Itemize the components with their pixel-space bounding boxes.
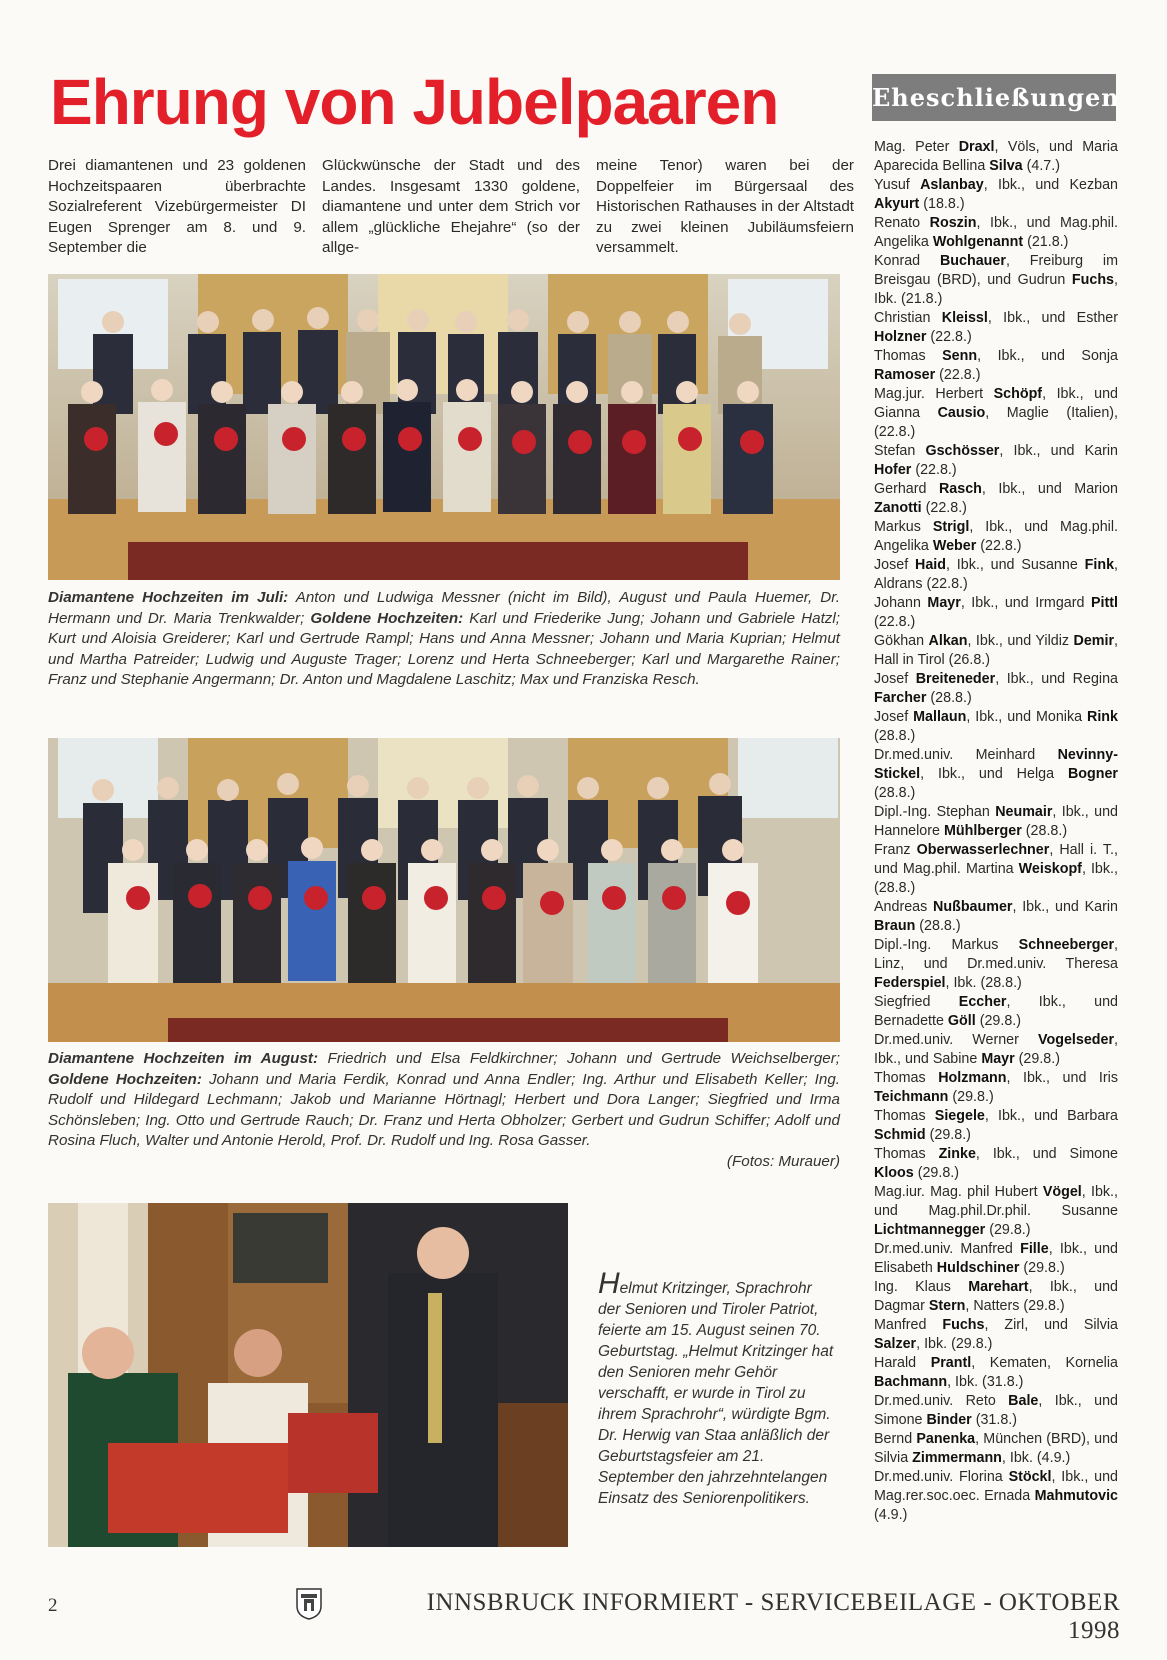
entry-text: , Ibk., und Sabine — [874, 1032, 1118, 1067]
entry-text: , Ibk., und Esther — [987, 310, 1118, 326]
entry-text: (4.7.) — [1022, 158, 1060, 174]
surname: Mahmutovic — [1034, 1488, 1118, 1504]
surname: Causio — [937, 405, 986, 421]
surname: Mühlberger — [943, 823, 1022, 839]
entry-text: Thomas — [874, 1108, 935, 1124]
marriage-entry — [874, 594, 1118, 632]
intro-column-1: Drei diamantenen und 23 goldenen Hochzeitspaaren überbrachte Sozialreferent Vizebürgermeister DI Eugen Sprenger am 8. und 9. September die — [48, 157, 306, 256]
marriage-entry — [874, 632, 1118, 670]
surname: Buchauer — [939, 253, 1006, 269]
surname: Pittl — [1090, 595, 1118, 611]
entry-text: (28.8.) — [926, 690, 972, 706]
surname: Schneeberger — [1018, 937, 1115, 953]
entry-text: Franz — [874, 842, 917, 858]
surname: Nevinny-Stickel — [874, 747, 1118, 782]
entry-text: (22.8.) — [874, 614, 916, 630]
entry-text: , Ibk., und Susanne — [946, 557, 1085, 573]
marriage-entry — [874, 556, 1118, 594]
marriage-entry — [874, 1145, 1118, 1183]
entry-text: , Ibk., und Mag.rer.soc.oec. Ernada — [874, 1469, 1118, 1504]
marriage-entry — [874, 1278, 1118, 1316]
surname: Gschösser — [925, 443, 1000, 459]
surname: Huldschiner — [936, 1260, 1020, 1276]
surname: Holzner — [874, 329, 927, 345]
marriage-entry — [874, 670, 1118, 708]
entry-text: , Ibk. (4.9.) — [1001, 1450, 1071, 1466]
marriage-entry — [874, 138, 1118, 176]
entry-text: Bernd — [874, 1431, 917, 1447]
caption-july-golden-text: Karl und Friederike Jung; Johann und Gabriele Hatzl; Kurt und Aloisia Greiderer; Karl und Gertrude Rampl; Hans und Anna Messner; Johann und Maria Kuprian; Helmut und Martha Patreider; Ludwig und Auguste Trager; Lorenz und Herta Schneeberger; Karl und Margarethe Rainer; Franz und Stephanie Angermann; Dr. Anton und Magdalene Laschitz; Max und Franziska Resch. — [48, 609, 840, 688]
entry-text: Gökhan — [874, 633, 929, 649]
surname: Bachmann — [874, 1374, 948, 1390]
caption-august-lead-diamond: Diamantene Hochzeiten im August: — [48, 1050, 319, 1067]
surname: Stern — [928, 1298, 966, 1314]
surname: Haid — [915, 557, 946, 573]
marriage-entry — [874, 993, 1118, 1031]
surname: Kloos — [874, 1165, 914, 1181]
entry-text: , Ibk., und Bernadette — [874, 994, 1118, 1029]
entry-text: Josef — [874, 709, 914, 725]
entry-text: , Völs, und Maria Aparecida Bellina — [874, 139, 1118, 174]
caption-july-diamond-text: Anton und Ludwiga Messner (nicht im Bild), August und Paula Huemer, Dr. Hermann und Dr. Maria Trenkwalder; — [48, 589, 840, 627]
caption-july-lead-diamond: Diamantene Hochzeiten im Juli: — [48, 589, 289, 606]
entry-text: , Ibk. (29.8.) — [916, 1336, 993, 1352]
marriage-entry — [874, 1031, 1118, 1069]
surname: Akyurt — [874, 196, 920, 212]
entry-text: Stefan — [874, 443, 926, 459]
entry-text: Harald — [874, 1355, 931, 1371]
surname: Lichtmannegger — [874, 1222, 986, 1238]
photo-kritzinger — [48, 1203, 568, 1547]
surname: Draxl — [958, 139, 995, 155]
entry-text: , Hall in Tirol (26.8.) — [874, 633, 1119, 668]
surname: Mayr — [927, 595, 961, 611]
surname: Holzmann — [938, 1070, 1007, 1086]
marriage-entry — [874, 898, 1118, 936]
entry-text: Gerhard — [874, 481, 939, 497]
surname: Siegele — [934, 1108, 985, 1124]
entry-text: Dipl.-Ing. Stephan — [874, 804, 996, 820]
entry-text: Dipl.-Ing. Markus — [874, 937, 1019, 953]
marriage-entry — [874, 841, 1118, 898]
caption-august-lead-golden: Goldene Hochzeiten: — [48, 1070, 202, 1088]
entry-text: Josef — [874, 671, 916, 687]
surname: Fille — [1020, 1241, 1049, 1257]
marriage-entry — [874, 1354, 1118, 1392]
entry-text: Dr.med.univ. Manfred — [874, 1241, 1021, 1257]
entry-text: , Kematen, Kornelia — [971, 1355, 1118, 1371]
intro-column-2: Glückwünsche der Stadt und des Landes. Insgesamt 1330 goldene, diamantene und unter dem Strich vor allem „glückliche Ehejahre“ (so der allge- — [322, 157, 580, 256]
entry-text: , Ibk., und Irmgard — [960, 595, 1091, 611]
entry-text: (28.8.) — [874, 785, 916, 801]
innsbruck-crest-icon — [296, 1588, 322, 1625]
surname: Vogelseder — [1038, 1032, 1115, 1048]
entry-text: (22.8.) — [935, 367, 981, 383]
entry-text: Dr.med.univ. Meinhard — [874, 747, 1058, 763]
entry-text: (29.8.) — [975, 1013, 1022, 1029]
entry-text: , Maglie (Italien), (22.8.) — [874, 405, 1118, 440]
surname: Göll — [947, 1013, 976, 1029]
caption-august — [48, 1049, 840, 1152]
surname: Nußbaumer — [933, 899, 1013, 915]
surname: Prantl — [930, 1355, 972, 1371]
entry-text: (22.8.) — [921, 500, 967, 516]
entry-text: (29.8.) — [1014, 1051, 1060, 1067]
caption-july — [48, 588, 840, 691]
marriage-entry — [874, 518, 1118, 556]
entry-text: , Ibk., und Sonja — [977, 348, 1118, 364]
kritzinger-initial: H — [598, 1267, 620, 1300]
entry-text: Ing. Klaus — [874, 1279, 969, 1295]
entry-text: , Ibk., und Helga — [920, 766, 1068, 782]
kritzinger-text: elmut Kritzinger, Sprachrohr der Senioren und Tiroler Patriot, feierte am 15. August seinen 70. Geburtstag. „Helmut Kritzinger hat den Senioren mehr Gehör verschafft, er wurde in Tirol zu ihrem Sprachrohr“, würdigte Bgm. Dr. Herwig van Staa anläßlich der Geburtstagsfeier am 21. September den jahrzehntelangen Einsatz des Seniorenpolitikers. — [598, 1280, 834, 1507]
entry-text: Manfred — [874, 1317, 943, 1333]
surname: Aslanbay — [920, 177, 984, 193]
caption-august-golden-text: Johann und Maria Ferdik, Konrad und Anna Endler; Ing. Arthur und Elisabeth Keller; Ing. Rudolf und Hildegard Lechmann; Jakob und Marianne Hörtnagl; Herbert und Dora Langer; Siegfried und Irma Schönsleben; Ing. Otto und Gertrude Rauch; Dr. Franz und Herta Obholzer; Gerbert und Gudrun Schiffer; Adolf und Rosina Fluch, Walter und Antonie Herold, Prof. Dr. Rudolf und Ing. Rosa Gasser. — [48, 1070, 840, 1149]
surname: Strigl — [932, 519, 970, 535]
surname: Alkan — [928, 633, 968, 649]
entry-text: Thomas — [874, 348, 943, 364]
surname: Federspiel — [874, 975, 946, 991]
entry-text: (18.8.) — [919, 196, 965, 212]
marriage-entry — [874, 1183, 1118, 1240]
surname: Wohlgenannt — [932, 234, 1024, 250]
entry-text: (28.8.) — [874, 728, 916, 744]
entry-text: Josef — [874, 557, 916, 573]
entry-text: (29.8.) — [1019, 1260, 1065, 1276]
kritzinger-article — [598, 1267, 834, 1509]
surname: Neumair — [995, 804, 1053, 820]
entry-text: (28.8.) — [1021, 823, 1068, 839]
surname: Bale — [1008, 1393, 1039, 1409]
marriage-entry — [874, 442, 1118, 480]
entry-text: (22.8.) — [911, 462, 957, 478]
entry-text: (21.8.) — [1023, 234, 1069, 250]
surname: Zimmermann — [912, 1450, 1002, 1466]
entry-text: , Ibk., und Regina — [995, 671, 1118, 687]
surname: Demir — [1073, 633, 1115, 649]
entry-text: , Ibk., und Elisabeth — [874, 1241, 1118, 1276]
surname: Braun — [874, 918, 916, 934]
entry-text: Renato — [874, 215, 930, 231]
entry-text: (28.8.) — [915, 918, 961, 934]
entry-text: , Hall i. T., und Mag.phil. Martina — [874, 842, 1118, 877]
entry-text: (22.8.) — [926, 329, 972, 345]
surname: Schöpf — [993, 386, 1043, 402]
surname: Hofer — [874, 462, 912, 478]
entry-text: , Ibk., und Mag.phil. Angelika — [874, 519, 1119, 554]
marriage-entry — [874, 1240, 1118, 1278]
surname: Rink — [1087, 709, 1118, 725]
entry-text: , Ibk., und Mag.phil. Angelika — [874, 215, 1118, 250]
headline: Ehrung von Jubelpaaren — [50, 66, 779, 138]
entry-text: (29.8.) — [948, 1089, 994, 1105]
intro-column-3: meine Tenor) waren bei der Doppelfeier im Bürgersaal des Historischen Rathauses in der Altstadt zu zwei kleinen Jubiläumsfeiern versammelt. — [596, 157, 854, 256]
entry-text: , Ibk. (31.8.) — [947, 1374, 1024, 1390]
entry-text: Thomas — [874, 1146, 939, 1162]
marriage-entry — [874, 214, 1118, 252]
surname: Fuchs — [1071, 272, 1115, 288]
entry-text: (29.8.) — [913, 1165, 960, 1181]
surname: Zinke — [938, 1146, 976, 1162]
surname: Salzer — [874, 1336, 917, 1352]
marriage-entry — [874, 936, 1118, 993]
surname: Mayr — [981, 1051, 1015, 1067]
entry-text: Johann — [874, 595, 928, 611]
entry-text: , Ibk. (21.8.) — [874, 272, 1118, 307]
entry-text: , Ibk. (28.8.) — [945, 975, 1022, 991]
entry-text: , Ibk., und Simone — [874, 1393, 1118, 1428]
entry-text: , Ibk., und Hannelore — [874, 804, 1118, 839]
surname: Fuchs — [942, 1317, 985, 1333]
entry-text: , Ibk., und Karin — [1012, 899, 1118, 915]
entry-text: Mag.iur. Mag. phil Hubert — [874, 1184, 1043, 1200]
entry-text: , Natters (29.8.) — [965, 1298, 1065, 1314]
marriage-entry — [874, 803, 1118, 841]
surname: Bogner — [1067, 766, 1118, 782]
caption-july-lead-golden: Goldene Hochzeiten: — [310, 609, 464, 627]
surname: Breiteneder — [915, 671, 996, 687]
surname: Teichmann — [874, 1089, 949, 1105]
marriage-entry — [874, 480, 1118, 518]
marriage-entry — [874, 746, 1118, 803]
photo-july-couples — [48, 274, 840, 580]
entry-text: , München (BRD), und Silvia — [874, 1431, 1118, 1466]
entry-text: (31.8.) — [971, 1412, 1018, 1428]
surname: Rasch — [938, 481, 982, 497]
surname: Marehart — [968, 1279, 1029, 1295]
surname: Weber — [932, 538, 977, 554]
marriage-entry — [874, 176, 1118, 214]
photo-august-couples — [48, 738, 840, 1042]
entry-text: , Ibk., (28.8.) — [874, 861, 1118, 896]
surname: Zanotti — [874, 500, 922, 516]
entry-text: , Aldrans (22.8.) — [874, 557, 1118, 592]
marriage-entry — [874, 385, 1118, 442]
surname: Panenka — [916, 1431, 976, 1447]
entry-text: (22.8.) — [976, 538, 1022, 554]
entry-text: , Ibk., und Dagmar — [874, 1279, 1118, 1314]
surname: Vögel — [1042, 1184, 1082, 1200]
caption-august-diamond-text: Friedrich und Elsa Feldkirchner; Johann und Gertrude Weichselberger; — [318, 1050, 840, 1067]
entry-text: , Ibk., und Barbara — [984, 1108, 1119, 1124]
marriages-list — [874, 138, 1118, 1525]
entry-text: , Ibk., und Monika — [966, 709, 1087, 725]
entry-text: Konrad — [874, 253, 940, 269]
surname: Farcher — [874, 690, 927, 706]
surname: Schmid — [874, 1127, 926, 1143]
entry-text: Yusuf — [874, 177, 921, 193]
surname: Oberwasserlechner — [916, 842, 1050, 858]
entry-text: , Ibk., und Karin — [999, 443, 1118, 459]
marriage-entry — [874, 1468, 1118, 1525]
surname: Ramoser — [874, 367, 936, 383]
entry-text: Siegfried — [874, 994, 959, 1010]
entry-text: Mag.jur. Herbert — [874, 386, 994, 402]
surname: Weiskopf — [1018, 861, 1082, 877]
entry-text: , Linz, und Dr.med.univ. Theresa — [874, 937, 1118, 972]
marriage-entry — [874, 1392, 1118, 1430]
surname: Binder — [926, 1412, 972, 1428]
surname: Mallaun — [913, 709, 967, 725]
entry-text: Dr.med.univ. Reto — [874, 1393, 1009, 1409]
entry-text: , Ibk., und Simone — [975, 1146, 1119, 1162]
marriage-entry — [874, 1430, 1118, 1468]
surname: Fink — [1084, 557, 1115, 573]
surname: Silva — [989, 158, 1023, 174]
surname: Eccher — [958, 994, 1007, 1010]
entry-text: , Ibk., und Yildiz — [967, 633, 1074, 649]
photo-credit: (Fotos: Murauer) — [726, 1153, 840, 1170]
footer-publication-title: INNSBRUCK INFORMIERT - SERVICEBEILAGE - OKTOBER 1998 — [426, 1589, 1120, 1644]
surname: Senn — [942, 348, 978, 364]
surname: Roszin — [929, 215, 977, 231]
entry-text: Dr.med.univ. Werner — [874, 1032, 1038, 1048]
entry-text: , Zirl, und Silvia — [984, 1317, 1118, 1333]
entry-text: Markus — [874, 519, 933, 535]
marriage-entry — [874, 1069, 1118, 1107]
entry-text: , Ibk., und Marion — [981, 481, 1118, 497]
entry-text: (29.8.) — [985, 1222, 1031, 1238]
page-number: 2 — [48, 1595, 58, 1616]
marriage-entry — [874, 252, 1118, 309]
marriage-entry — [874, 1316, 1118, 1354]
marriage-entry — [874, 309, 1118, 347]
entry-text: Mag. Peter — [874, 139, 959, 155]
entry-text: , Ibk., und Kezban — [983, 177, 1119, 193]
entry-text: Dr.med.univ. Florina — [874, 1469, 1009, 1485]
surname: Stöckl — [1008, 1469, 1052, 1485]
marriage-entry — [874, 1107, 1118, 1145]
entry-text: Christian — [874, 310, 942, 326]
marriage-entry — [874, 347, 1118, 385]
entry-text: , Freiburg im Breisgau (BRD), und Gudrun — [874, 253, 1118, 288]
entry-text: , Ibk., und Mag.phil.Dr.phil. Susanne — [874, 1184, 1118, 1219]
entry-text: , Ibk., und Gianna — [874, 386, 1118, 421]
entry-text: (4.9.) — [874, 1507, 908, 1523]
entry-text: Thomas — [874, 1070, 939, 1086]
surname: Kleissl — [941, 310, 988, 326]
entry-text: Andreas — [874, 899, 934, 915]
marriage-entry — [874, 708, 1118, 746]
entry-text: , Ibk., und Iris — [1006, 1070, 1118, 1086]
sidebar-heading: Eheschließungen — [872, 74, 1116, 121]
entry-text: (29.8.) — [925, 1127, 971, 1143]
